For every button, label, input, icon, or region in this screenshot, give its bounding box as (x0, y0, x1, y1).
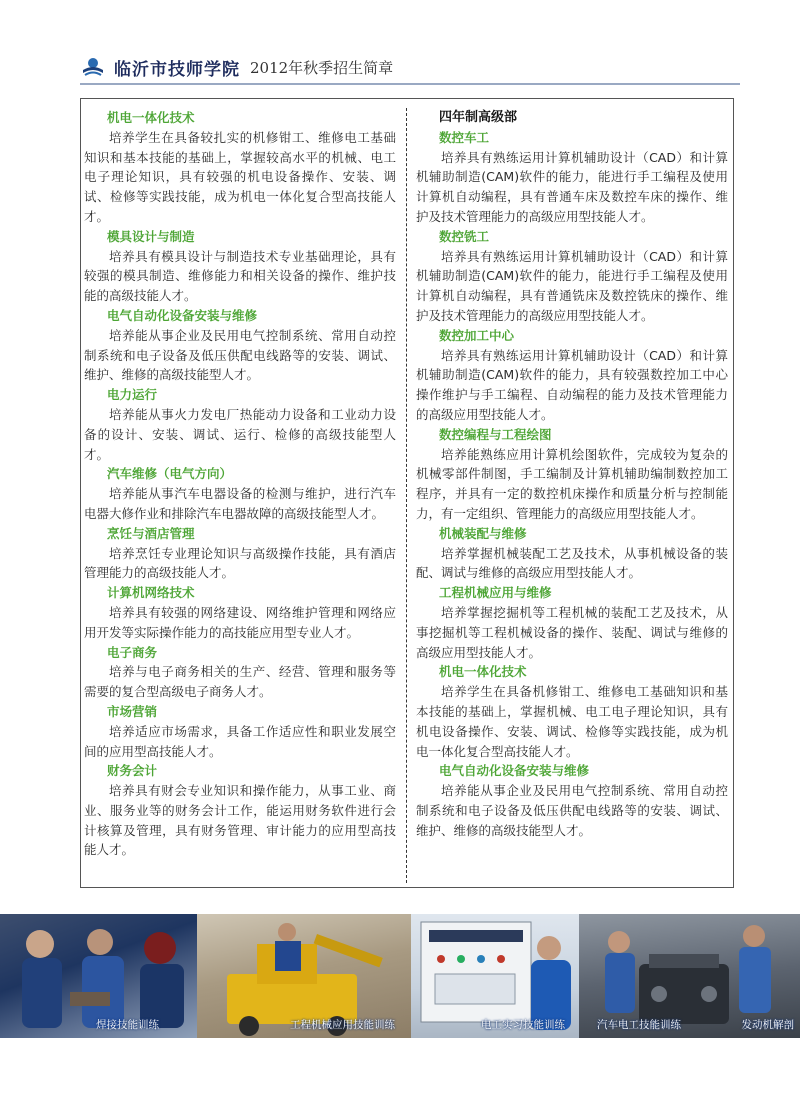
auto-electrical-training-photo (579, 914, 800, 1038)
major-description: 培养具有熟练运用计算机辅助设计（CAD）和计算机辅助制造(CAM)软件的能力，具有较强数控加工中心操作维护与手工编程、自动编程的能力及技术管理能力的高级应用型技能人才。 (416, 347, 728, 422)
major-description: 培养具有熟练运用计算机辅助设计（CAD）和计算机辅助制造(CAM)软件的能力，能进行手工编程及使用计算机自动编程，具有普通车床及数控车床的操作、维护及技术管理能力的高级应用型技能人才。 (416, 149, 728, 224)
major-entry (84, 643, 396, 702)
major-entry (84, 524, 396, 583)
major-title: 电子商务 (107, 644, 158, 660)
major-entry (416, 326, 728, 425)
page-header (80, 52, 740, 82)
major-description: 培养适应市场需求，具备工作适应性和职业发展空间的应用型高技能人才。 (84, 723, 396, 759)
major-title: 数控加工中心 (439, 327, 515, 343)
major-title: 工程机械应用与维修 (439, 585, 552, 601)
major-description: 培养学生在具备较扎实的机修钳工、维修电工基础知识和基本技能的基础上，掌握较高水平的机械、电工电子理论知识，具有较强的机电设备操作、安装、调试、检修等实践技能，成为机电一体化复合型高技能人才。 (84, 129, 396, 224)
left-column (84, 108, 396, 860)
major-entry (416, 524, 728, 583)
photo-caption: 汽车电工技能训练 (597, 1019, 681, 1031)
major-title: 电力运行 (107, 387, 158, 403)
major-title: 电气自动化设备安装与维修 (107, 307, 258, 323)
photo-caption: 发动机解剖 (741, 1019, 794, 1031)
major-title: 机械装配与维修 (439, 525, 527, 541)
major-entry (416, 425, 728, 524)
major-title: 数控铣工 (439, 228, 490, 244)
training-photo-strip (0, 914, 800, 1038)
major-entry (84, 464, 396, 523)
right-column (416, 108, 728, 840)
major-description: 培养能从事企业及民用电气控制系统、常用自动控制系统和电子设备及低压供配电线路等的安装、调试、维护、维修的高级技能型人才。 (84, 327, 396, 383)
major-description: 培养能从事汽车电器设备的检测与维护，进行汽车电器大修作业和排除汽车电器故障的高级技能型人才。 (84, 486, 396, 521)
major-description: 培养具有熟练运用计算机辅助设计（CAD）和计算机辅助制造(CAM)软件的能力，能进行手工编程及使用计算机自动编程，具有普通铣床及数控铣床的操作、维护及技术管理能力的高级应用型技能人才。 (416, 248, 728, 323)
major-title: 机电一体化技术 (107, 110, 195, 125)
major-description: 培养具有较强的网络建设、网络维护管理和网络应用开发等实际操作能力的高技能应用型专业人才。 (84, 604, 396, 640)
major-entry (84, 702, 396, 761)
major-entry (416, 583, 728, 662)
construction-machinery-photo (197, 914, 411, 1038)
major-title: 市场营销 (107, 703, 158, 719)
major-description: 培养能熟练应用计算机绘图软件，完成较为复杂的机械零部件制图，手工编制及计算机辅助编制数控加工程序，并具有一定的数控机床操作和质量分析与控制能力，有一定组织、管理能力的高级应用型技能人才。 (416, 446, 728, 521)
major-description: 培养能从事火力发电厂热能动力设备和工业动力设备的设计、安装、调试、运行、检修的高级技能型人才。 (84, 406, 396, 462)
major-title: 机电一体化技术 (439, 664, 527, 680)
major-title: 汽车维修（电气方向） (107, 466, 233, 482)
major-entry (416, 662, 728, 761)
school-name: 临沂市技师学院 (114, 59, 240, 80)
major-entry (416, 227, 728, 326)
brochure-title: 2012年秋季招生简章 (250, 58, 394, 77)
major-description: 培养掌握机械装配工艺及技术，从事机械设备的装配、调试与维修的高级应用型技能人才。 (416, 545, 728, 581)
major-entry (84, 108, 396, 227)
department-title: 四年制高级部 (439, 110, 518, 125)
major-title: 数控编程与工程绘图 (439, 426, 552, 442)
major-entry (84, 385, 396, 464)
major-entry (84, 761, 396, 860)
school-logo-icon (80, 55, 106, 79)
column-divider (406, 108, 407, 883)
major-title: 计算机网络技术 (107, 585, 195, 601)
major-description: 培养掌握挖掘机等工程机械的装配工艺及技术，从事挖掘机等工程机械设备的操作、装配、调试与维修的高级应用型技能人才。 (416, 604, 728, 660)
welding-training-photo (0, 914, 197, 1038)
major-description: 培养具有财会专业知识和操作能力，从事工业、商业、服务业等的财务会计工作，能运用财务软件进行会计核算及管理，具有财务管理、审计能力的应用型高技能人才。 (84, 783, 396, 858)
photo-caption: 电工实习技能训练 (481, 1019, 565, 1031)
major-entry (416, 128, 728, 227)
major-description: 培养与电子商务相关的生产、经营、管理和服务等需要的复合型高级电子商务人才。 (84, 664, 396, 700)
major-description: 培养能从事企业及民用电气控制系统、常用自动控制系统和电子设备及低压供配电线路等的安装、调试、维护、维修的高级技能型人才。 (416, 783, 728, 838)
photo-caption: 焊接技能训练 (96, 1019, 159, 1031)
major-title: 模具设计与制造 (107, 228, 195, 244)
major-description: 培养具有模具设计与制造技术专业基础理论，具有较强的模具制造、维修能力和相关设备的操作、维护技能的高级技能人才。 (84, 248, 396, 304)
major-title: 烹饪与酒店管理 (107, 525, 195, 541)
major-title: 数控车工 (439, 129, 490, 145)
header-divider (80, 83, 740, 85)
major-description: 培养学生在具备机修钳工、维修电工基础知识和基本技能的基础上，掌握机械、电工电子理论知识，具有机电设备操作、安装、调试、检修等实践技能，成为机电一体化复合型高技能人才。 (416, 684, 728, 759)
major-description: 培养烹饪专业理论知识与高级操作技能，具有酒店管理能力的高级技能人才。 (84, 545, 396, 581)
photo-caption: 工程机械应用技能训练 (290, 1019, 395, 1031)
major-entry (416, 761, 728, 840)
major-title: 财务会计 (107, 763, 158, 779)
major-entry (84, 583, 396, 642)
electrician-training-photo (411, 914, 579, 1038)
major-entry (84, 306, 396, 385)
major-title: 电气自动化设备安装与维修 (439, 763, 590, 779)
major-entry (84, 227, 396, 306)
